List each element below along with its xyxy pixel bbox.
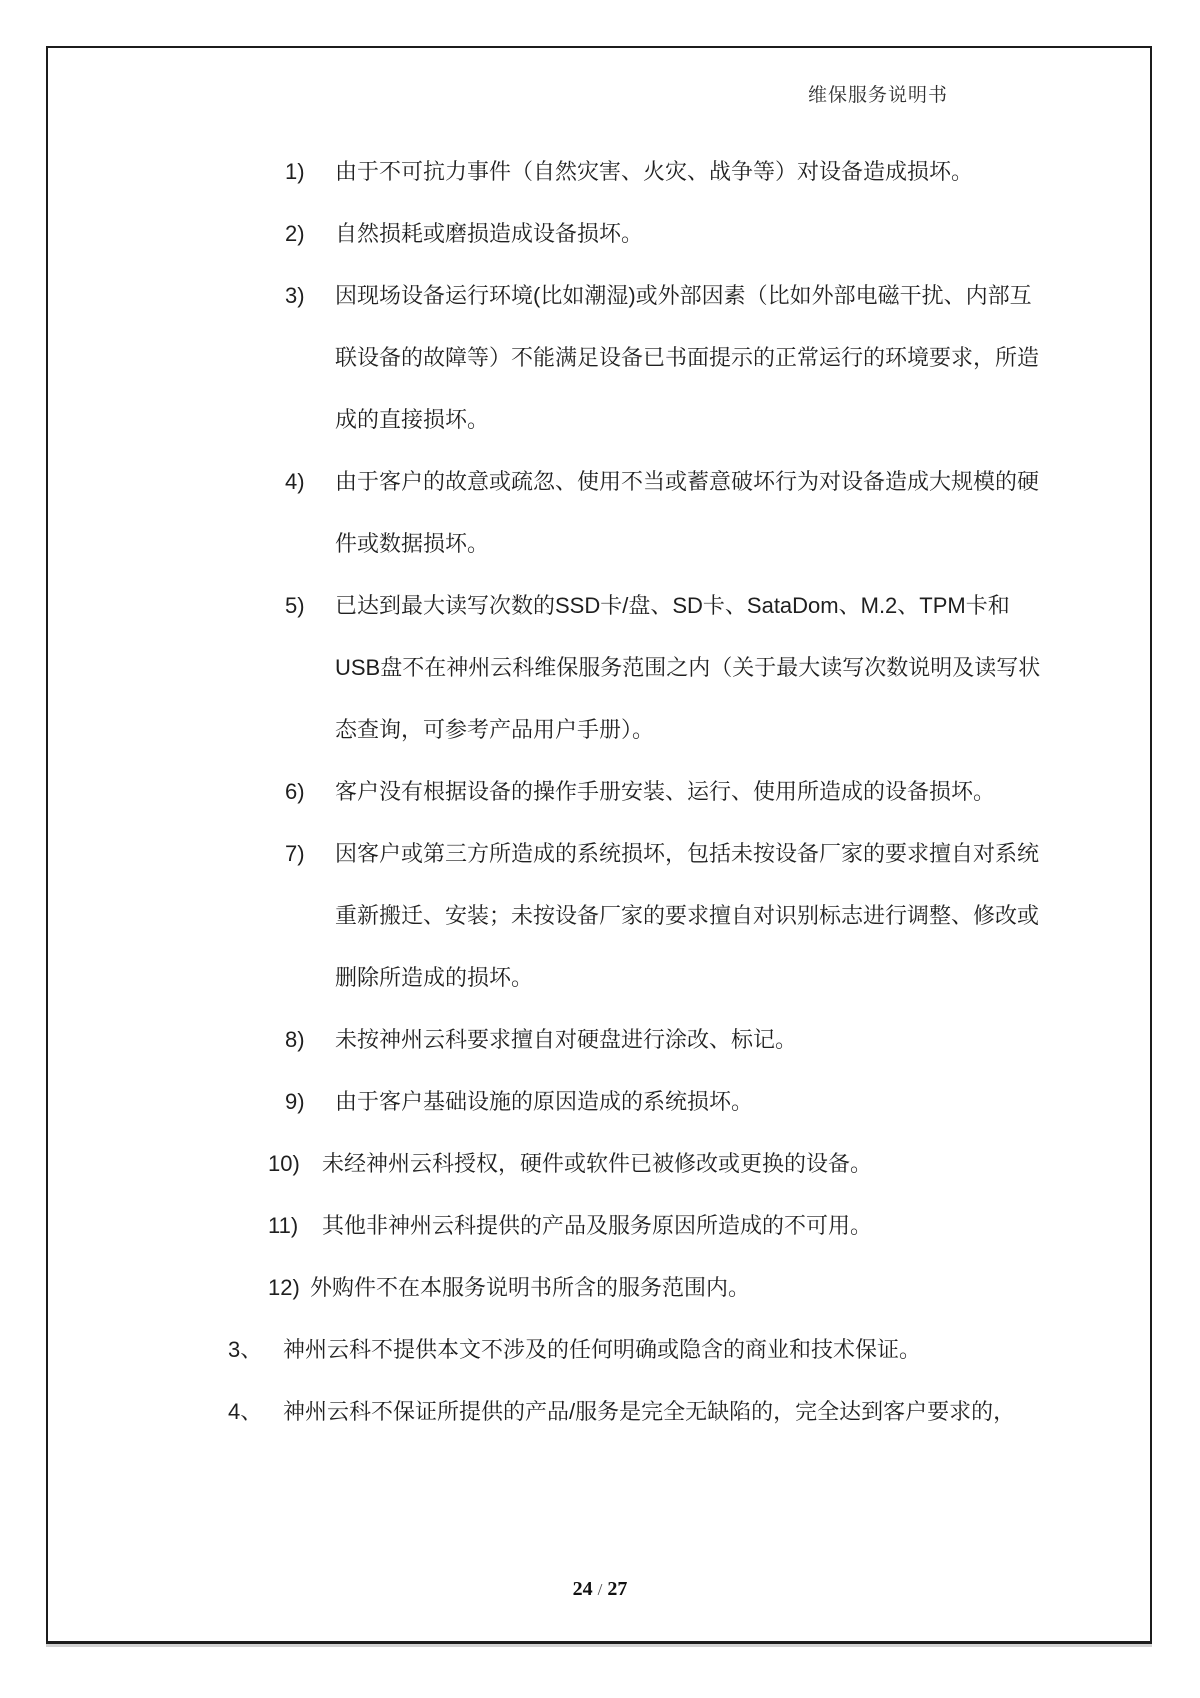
list-item-10	[0, 1133, 1200, 1195]
list-item-line: 未按神州云科要求擅自对硬盘进行涂改、标记。	[335, 1027, 798, 1052]
list-item-1	[0, 141, 1200, 203]
list-item-line: 神州云科不提供本文不涉及的任何明确或隐含的商业和技术保证。	[283, 1337, 922, 1362]
list-item-line: 客户没有根据设备的操作手册安装、运行、使用所造成的设备损坏。	[335, 779, 996, 804]
list-item-number: 11)	[268, 1213, 299, 1238]
list-item-7	[0, 823, 1200, 1009]
list-item-line: 已达到最大读写次数的SSD卡/盘、SD卡、SataDom、M.2、TPM卡和	[335, 593, 1010, 618]
list-item-number: 4、	[228, 1399, 263, 1424]
list-item-line: 重新搬迁、安装；未按设备厂家的要求擅自对识别标志进行调整、修改或	[335, 903, 1040, 928]
list-item-line: 成的直接损坏。	[335, 407, 490, 432]
list-item-number: 7)	[285, 841, 305, 866]
list-item-number: 8)	[285, 1027, 305, 1052]
list-item-number: 4)	[285, 469, 305, 494]
list-item-3	[0, 265, 1200, 451]
list-item-number: 1)	[285, 159, 305, 184]
list-item-2	[0, 203, 1200, 265]
list-item-number: 12)	[268, 1275, 300, 1300]
list-item-9	[0, 1071, 1200, 1133]
page-number-current: 24	[572, 1578, 593, 1600]
document-header-title: 维保服务说明书	[807, 85, 948, 106]
list-item-line: 其他非神州云科提供的产品及服务原因所造成的不可用。	[322, 1213, 873, 1238]
document-body	[0, 141, 1200, 1443]
list-item-number: 3)	[285, 283, 305, 308]
page-number-separator: /	[597, 1580, 603, 1599]
list-item-line: 删除所造成的损坏。	[335, 965, 534, 990]
list-item-line: 未经神州云科授权，硬件或软件已被修改或更换的设备。	[322, 1151, 873, 1176]
list-item-line: 外购件不在本服务说明书所含的服务范围内。	[310, 1275, 751, 1300]
list-item-line: 因现场设备运行环境(比如潮湿)或外部因素（比如外部电磁干扰、内部互	[335, 283, 1032, 308]
list-item-line: 联设备的故障等）不能满足设备已书面提示的正常运行的环境要求，所造	[335, 345, 1040, 370]
list-item-line: 态查询，可参考产品用户手册）。	[335, 717, 655, 742]
list-item-number: 6)	[285, 779, 305, 804]
list-item-11	[0, 1195, 1200, 1257]
page-number-total: 27	[607, 1578, 628, 1600]
list-item-line: 神州云科不保证所提供的产品/服务是完全无缺陷的，完全达到客户要求的，	[283, 1399, 1016, 1424]
main-list-item-4	[0, 1381, 1200, 1443]
list-item-line: 由于客户的故意或疏忽、使用不当或蓄意破坏行为对设备造成大规模的硬	[335, 469, 1040, 494]
list-item-5	[0, 575, 1200, 761]
list-item-line: 件或数据损坏。	[335, 531, 490, 556]
list-item-8	[0, 1009, 1200, 1071]
list-item-line: 由于不可抗力事件（自然灾害、火灾、战争等）对设备造成损坏。	[335, 159, 974, 184]
list-item-number: 10)	[268, 1151, 300, 1176]
list-item-line: USB盘不在神州云科维保服务范围之内（关于最大读写次数说明及读写状	[335, 655, 1041, 680]
page-footer	[0, 1575, 1200, 1604]
list-item-12	[0, 1257, 1200, 1319]
list-item-6	[0, 761, 1200, 823]
list-item-number: 2)	[285, 221, 305, 246]
list-item-line: 由于客户基础设施的原因造成的系统损坏。	[335, 1089, 754, 1114]
list-item-number: 5)	[285, 593, 305, 618]
main-list-item-3	[0, 1319, 1200, 1381]
list-item-4	[0, 451, 1200, 575]
list-item-line: 自然损耗或磨损造成设备损坏。	[335, 221, 644, 246]
list-item-number: 3、	[228, 1337, 263, 1362]
list-item-number: 9)	[285, 1089, 305, 1114]
list-item-line: 因客户或第三方所造成的系统损坏，包括未按设备厂家的要求擅自对系统	[335, 841, 1040, 866]
